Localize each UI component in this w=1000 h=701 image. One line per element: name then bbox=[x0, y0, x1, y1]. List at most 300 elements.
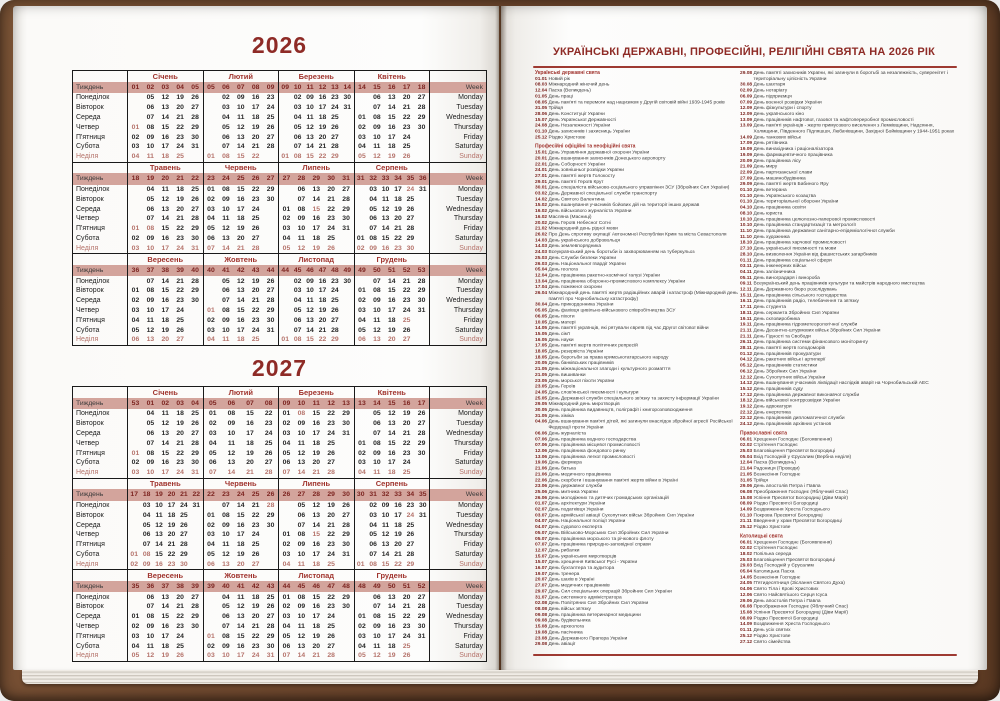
week-number: 50 bbox=[373, 266, 381, 274]
holiday-text: День сержанта Збройних Сил України bbox=[753, 309, 840, 316]
month-group bbox=[278, 602, 354, 612]
calendar-cell: 20 bbox=[167, 531, 176, 539]
calendar-cell: 11 bbox=[227, 439, 236, 447]
holiday-date: 14.12 bbox=[740, 380, 753, 386]
month-group bbox=[127, 540, 203, 550]
holiday-date: 15.02 bbox=[535, 202, 548, 208]
holiday-section-header: Професійні офіційні та неофіційні свята bbox=[535, 143, 636, 150]
calendar-cell: 08 bbox=[369, 234, 377, 242]
holiday-date: 19.06 bbox=[535, 459, 548, 466]
page-right bbox=[501, 6, 987, 670]
calendar-cell: 09 bbox=[297, 420, 306, 428]
day-row bbox=[73, 510, 486, 520]
week-number: 40 bbox=[222, 582, 230, 590]
holiday-date: 14.05 bbox=[740, 574, 753, 580]
holiday-date: 06.05 bbox=[535, 313, 548, 319]
holiday-text: Міжнародний день пам'яті жертв радіаційних аварій і катастроф (Міжнародний день пам'яті про Чорнобильську катастрофу) bbox=[548, 290, 738, 302]
calendar-cell: 02 bbox=[282, 603, 291, 611]
calendar-cell: 17 bbox=[251, 104, 260, 112]
holiday-date: 01.10 bbox=[535, 128, 548, 135]
month-group bbox=[127, 479, 203, 490]
calendar-cell: 06 bbox=[373, 94, 381, 102]
calendar-cell: 16 bbox=[312, 215, 321, 223]
calendar-cell: 26 bbox=[417, 410, 426, 418]
holiday-date: 16.05 bbox=[535, 336, 548, 343]
month-group bbox=[203, 530, 279, 540]
week-number: 05 bbox=[207, 83, 215, 91]
calendar-cell: 07 bbox=[222, 622, 230, 630]
holiday-date: 16.07 bbox=[535, 565, 548, 571]
day-row bbox=[73, 214, 486, 224]
day-row bbox=[73, 335, 486, 345]
calendar-cell: 14 bbox=[161, 215, 170, 223]
calendar-cell: 21 bbox=[327, 521, 335, 529]
holiday-text: День винахідника і раціоналізатора bbox=[753, 146, 834, 152]
page-left bbox=[13, 6, 499, 670]
calendar-cell: 31 bbox=[192, 501, 201, 509]
calendar-cell: 14 bbox=[236, 622, 245, 630]
holiday-date: 17.11 bbox=[740, 304, 752, 310]
holiday-text: Свято Найсвятішого Серця Ісуса bbox=[753, 591, 828, 598]
calendar-cell: 10 bbox=[373, 632, 381, 640]
month-group bbox=[278, 194, 354, 204]
week-number: 09 bbox=[266, 83, 275, 91]
calendar-cell: 30 bbox=[417, 123, 426, 131]
calendar-cell: 18 bbox=[161, 316, 170, 324]
calendar-cell: 03 bbox=[358, 459, 366, 467]
calendar-cell: 13 bbox=[161, 593, 170, 601]
calendar-cell: 11 bbox=[237, 593, 245, 601]
calendar-cell: 06 bbox=[297, 185, 306, 193]
calendar-cell: 22 bbox=[327, 531, 335, 539]
week-label-en: Week bbox=[429, 82, 486, 94]
day-label-en: Tuesday bbox=[429, 103, 486, 113]
week-number: 26 bbox=[266, 491, 275, 499]
month-group bbox=[127, 132, 203, 142]
calendar-cell: 07 bbox=[146, 215, 155, 223]
holiday-date: 04.06 bbox=[740, 586, 753, 592]
week-number: 04 bbox=[191, 399, 199, 407]
calendar-cell: 07 bbox=[146, 277, 155, 285]
calendar-cell: 28 bbox=[264, 469, 273, 477]
holiday-date: 22.12 bbox=[740, 409, 753, 415]
calendar-cell: 19 bbox=[176, 195, 184, 203]
calendar-cell: 04 bbox=[207, 541, 215, 549]
calendar-cell: 19 bbox=[312, 632, 321, 640]
calendar-cell: 16 bbox=[236, 316, 245, 324]
day-label-en: Wednesday bbox=[429, 612, 486, 622]
week-number: 41 bbox=[236, 582, 245, 590]
month-group bbox=[127, 276, 203, 286]
calendar-cell: 04 bbox=[293, 113, 302, 121]
calendar-cell: 29 bbox=[406, 234, 415, 242]
day-label-uk: Понеділок bbox=[76, 501, 110, 509]
holiday-text: День пам'яті жертв голодоморів bbox=[753, 345, 826, 351]
calendar-cell: 31 bbox=[342, 429, 350, 437]
calendar-cell: 29 bbox=[406, 560, 415, 568]
calendar-cell: 08 bbox=[293, 153, 302, 161]
day-label-uk: Четвер bbox=[76, 123, 99, 131]
day-label-en: Saturday bbox=[429, 458, 486, 468]
holiday-date: 06.06 bbox=[535, 430, 548, 436]
calendar-cell: 09 bbox=[222, 521, 230, 529]
day-label-en: Saturday bbox=[429, 142, 486, 152]
holiday-text: День машинобудівника bbox=[753, 175, 806, 181]
day-label-en: Saturday bbox=[429, 550, 486, 560]
holiday-text: День фахівця цивільно-військового співробітництва ЗСУ bbox=[548, 307, 676, 314]
calendar-cell: 17 bbox=[161, 469, 170, 477]
calendar-cell: 16 bbox=[236, 642, 245, 650]
calendar-cell: 25 bbox=[251, 336, 260, 344]
calendar-cell: 02 bbox=[356, 244, 365, 252]
calendar-cell: 02 bbox=[358, 449, 366, 457]
holiday-date: 23.05 bbox=[535, 377, 548, 384]
calendar-cell: 03 bbox=[131, 306, 140, 314]
calendar-cell: 24 bbox=[406, 185, 415, 193]
day-label-uk: Середа bbox=[76, 205, 101, 213]
calendar-cell: 19 bbox=[394, 205, 402, 213]
holiday-date: 21.04 bbox=[740, 465, 753, 472]
month-group bbox=[127, 520, 203, 530]
calendar-cell: 12 bbox=[312, 501, 321, 509]
calendar-cell: 22 bbox=[251, 185, 260, 193]
month-group bbox=[203, 651, 279, 661]
calendar-cell: 29 bbox=[191, 123, 199, 131]
calendar-cell: 10 bbox=[146, 306, 155, 314]
calendar-cell: 05 bbox=[358, 652, 366, 660]
holiday-text: Свято сімейства bbox=[753, 638, 791, 645]
calendar-cell: 08 bbox=[222, 306, 230, 314]
holiday-text: День скловиробника bbox=[753, 315, 800, 322]
calendar-cell: 27 bbox=[191, 205, 199, 213]
day-label-uk: Вівторок bbox=[76, 420, 104, 428]
calendar-cell: 20 bbox=[251, 287, 260, 295]
week-number: 50 bbox=[387, 582, 396, 590]
calendar-cell: 15 bbox=[246, 410, 254, 418]
calendar-cell: 03 bbox=[131, 469, 140, 477]
calendar-cell: 24 bbox=[251, 205, 260, 213]
calendar-cell: 20 bbox=[318, 133, 327, 141]
month-group bbox=[354, 286, 430, 296]
calendar-cell: 26 bbox=[402, 652, 411, 660]
holiday-text: Стрітення Господнє bbox=[753, 545, 798, 551]
calendar-cell: 20 bbox=[251, 133, 260, 141]
holiday-text: День працівника оборонно-промислового комплексу України bbox=[548, 278, 686, 284]
month-group bbox=[203, 550, 279, 560]
day-label-en: Wednesday bbox=[429, 520, 486, 530]
day-label-uk: Четвер bbox=[76, 215, 99, 223]
month-group bbox=[127, 458, 203, 468]
month-name: Листопад bbox=[298, 570, 335, 580]
calendar-cell: 14 bbox=[297, 469, 306, 477]
week-number: 39 bbox=[191, 582, 199, 590]
calendar-cell: 12 bbox=[381, 531, 390, 539]
calendar-cell: 05 bbox=[297, 501, 306, 509]
calendar-cell: 24 bbox=[176, 632, 184, 640]
holiday-date: 26.11 bbox=[740, 339, 752, 345]
calendar-cell: 12 bbox=[161, 94, 170, 102]
calendar-cell: 17 bbox=[246, 429, 254, 437]
calendar-cell: 12 bbox=[146, 652, 155, 660]
week-number: 42 bbox=[251, 582, 260, 590]
holiday-date: 27.12 bbox=[740, 638, 753, 645]
month-group bbox=[127, 152, 203, 162]
holiday-text: День апостолів Петра і Павла bbox=[753, 597, 821, 604]
calendar-cell: 01 bbox=[281, 336, 289, 344]
holiday-text: День батька bbox=[548, 465, 576, 472]
calendar-cell: 12 bbox=[306, 306, 314, 314]
calendar-cell: 17 bbox=[312, 225, 321, 233]
month-group bbox=[354, 142, 430, 152]
month-group bbox=[278, 306, 354, 316]
day-label-uk: Четвер bbox=[76, 439, 99, 447]
month-group bbox=[127, 243, 203, 253]
calendar-cell: 05 bbox=[131, 652, 140, 660]
day-row bbox=[73, 540, 486, 550]
calendar-cell: 26 bbox=[266, 277, 275, 285]
calendar-cell: 01 bbox=[356, 560, 365, 568]
calendar-cell: 30 bbox=[191, 234, 199, 242]
calendar-cell: 09 bbox=[297, 541, 306, 549]
calendar-cell: 04 bbox=[293, 297, 302, 305]
calendar-cell: 28 bbox=[342, 521, 350, 529]
month-group bbox=[354, 71, 430, 82]
holiday-date: 05.04 bbox=[740, 453, 753, 460]
holiday-text: День пам'яті українців, які рятували євреїв під час Другої світової війни bbox=[548, 325, 709, 331]
holiday-date: 08.09 bbox=[740, 615, 753, 621]
calendar-cell: 01 bbox=[358, 113, 366, 121]
calendar-cell: 08 bbox=[373, 287, 381, 295]
month-group bbox=[278, 163, 354, 174]
holiday-text: День будівельника bbox=[548, 617, 591, 624]
calendar-cell: 07 bbox=[146, 439, 155, 447]
week-number-row bbox=[73, 265, 486, 277]
calendar-cell: 19 bbox=[318, 123, 327, 131]
holiday-date: 22.12 bbox=[740, 415, 753, 421]
calendar-cell: 20 bbox=[387, 336, 396, 344]
calendar-cell: 16 bbox=[161, 459, 170, 467]
calendar-cell: 25 bbox=[327, 560, 335, 568]
holiday-text: День боротьби за права кримськотатарського народу bbox=[548, 354, 669, 360]
holiday-date: 08.05 bbox=[535, 99, 548, 105]
holiday-date: 19.12 bbox=[740, 403, 753, 410]
month-group bbox=[203, 286, 279, 296]
holiday-text: День хрещення Київської Русі - України bbox=[548, 559, 638, 565]
week-number: 03 bbox=[161, 83, 170, 91]
calendar-cell: 13 bbox=[373, 336, 381, 344]
month-group bbox=[278, 234, 354, 244]
calendar-cell: 25 bbox=[331, 297, 339, 305]
calendar-cell: 28 bbox=[266, 622, 275, 630]
holiday-section-header: Православні свята bbox=[740, 430, 787, 436]
calendar-cell: 23 bbox=[251, 195, 260, 203]
holiday-entry bbox=[740, 524, 957, 530]
calendar-cell: 26 bbox=[327, 244, 335, 252]
calendar-cell: 20 bbox=[176, 429, 184, 437]
month-group bbox=[354, 612, 430, 622]
calendar-cell: 25 bbox=[176, 642, 184, 650]
calendar-cell: 27 bbox=[331, 133, 339, 141]
month-group bbox=[203, 458, 279, 468]
month-group bbox=[127, 622, 203, 632]
calendar-cell: 07 bbox=[373, 104, 381, 112]
calendar-cell: 24 bbox=[180, 501, 188, 509]
holiday-date: 14.09 bbox=[740, 134, 753, 140]
month-group bbox=[278, 612, 354, 622]
week-label-en: Week bbox=[429, 581, 486, 593]
calendar-cell: 27 bbox=[191, 593, 199, 601]
calendar-cell: 03 bbox=[293, 104, 302, 112]
holiday-date: 04.11 bbox=[740, 268, 752, 275]
month-group bbox=[203, 489, 279, 501]
holiday-date: 14.09 bbox=[740, 506, 753, 513]
calendar-cell: 23 bbox=[402, 123, 411, 131]
holiday-text: Успіння Пресвятої Богородиці (Діви Марії) bbox=[753, 494, 849, 501]
holiday-text: День військ зв'язку bbox=[548, 605, 591, 612]
month-group bbox=[354, 438, 430, 448]
calendar-cell: 08 bbox=[373, 613, 381, 621]
calendar-cell: 20 bbox=[327, 511, 335, 519]
holiday-date: 09.08 bbox=[535, 617, 548, 624]
week-number: 49 bbox=[358, 266, 366, 274]
calendar-cell: 20 bbox=[312, 642, 321, 650]
holiday-text: День працівників суду bbox=[753, 385, 803, 392]
holiday-date: 24.03 bbox=[535, 249, 548, 255]
calendar-cell: 16 bbox=[381, 244, 390, 252]
holiday-text: День фармацевтичного працівника bbox=[753, 151, 833, 158]
calendar-cell: 25 bbox=[327, 234, 335, 242]
calendar-cell: 22 bbox=[394, 234, 402, 242]
month-name: Жовтень bbox=[224, 254, 258, 264]
month-group bbox=[354, 254, 430, 265]
calendar-cell: 25 bbox=[327, 439, 335, 447]
week-number: 22 bbox=[191, 175, 199, 183]
holiday-text: День захисників і захисниць України bbox=[548, 128, 630, 135]
calendar-cell: 21 bbox=[246, 469, 254, 477]
month-name: Лютий bbox=[228, 71, 253, 81]
holiday-text: День системного адміністратора bbox=[548, 594, 622, 600]
month-group bbox=[354, 335, 430, 345]
holiday-text: Благовіщення Пресвятої Богородиці bbox=[753, 556, 835, 563]
day-row bbox=[73, 602, 486, 612]
week-number: 29 bbox=[327, 491, 335, 499]
holiday-text: День Десантно-штурмових військ Збройних Сил України bbox=[753, 327, 881, 333]
calendar-cell: 03 bbox=[282, 550, 291, 558]
calendar-cell: 07 bbox=[373, 603, 381, 611]
month-group bbox=[203, 398, 279, 410]
calendar-cell: 10 bbox=[373, 133, 381, 141]
holiday-text: День судового експерта bbox=[548, 524, 603, 530]
holiday-text: День інженерних військ bbox=[753, 263, 807, 269]
calendar-cell: 04 bbox=[369, 195, 377, 203]
calendar-cell: 07 bbox=[142, 541, 151, 549]
calendar-cell: 18 bbox=[387, 316, 396, 324]
month-group bbox=[127, 409, 203, 419]
month-group bbox=[203, 234, 279, 244]
holiday-text: Стрітення Господнє bbox=[753, 442, 798, 448]
calendar-cell: 13 bbox=[146, 336, 155, 344]
calendar-cell: 23 bbox=[327, 541, 335, 549]
calendar-cell: 10 bbox=[222, 205, 230, 213]
week-number: 49 bbox=[343, 266, 352, 274]
calendar-cell: 04 bbox=[282, 439, 291, 447]
calendar-cell: 17 bbox=[236, 326, 245, 334]
calendar-cell: 19 bbox=[387, 652, 396, 660]
calendar-cell: 23 bbox=[266, 94, 275, 102]
calendar-cell: 01 bbox=[131, 449, 140, 457]
calendar-cell: 18 bbox=[312, 560, 321, 568]
month-group bbox=[354, 163, 430, 174]
calendar-cell: 20 bbox=[236, 234, 245, 242]
calendar-cell: 17 bbox=[167, 501, 176, 509]
day-row bbox=[73, 622, 486, 632]
holiday-text: Радониця (Проводи) bbox=[753, 465, 800, 472]
calendar-cell: 02 bbox=[369, 501, 377, 509]
week-number: 13 bbox=[358, 399, 366, 407]
calendar-cell: 22 bbox=[327, 410, 335, 418]
month-group bbox=[278, 224, 354, 234]
month-group bbox=[127, 142, 203, 152]
calendar-cell: 01 bbox=[282, 410, 291, 418]
calendar-cell: 22 bbox=[251, 632, 260, 640]
holiday-entry bbox=[535, 290, 752, 302]
calendar-cell: 14 bbox=[387, 277, 396, 285]
calendar-cell: 11 bbox=[373, 316, 381, 324]
week-label-uk: Тиждень bbox=[76, 266, 104, 274]
calendar-cell: 07 bbox=[146, 113, 155, 121]
month-group bbox=[354, 204, 430, 214]
week-number: 07 bbox=[236, 83, 245, 91]
calendar-cell: 05 bbox=[222, 123, 230, 131]
week-number: 25 bbox=[236, 175, 245, 183]
calendar-cell: 04 bbox=[358, 469, 366, 477]
calendar-cell: 16 bbox=[312, 420, 321, 428]
calendar-cell: 13 bbox=[161, 104, 170, 112]
calendar-cell: 24 bbox=[327, 429, 335, 437]
month-group bbox=[354, 559, 430, 569]
calendar-cell: 03 bbox=[142, 501, 151, 509]
day-row bbox=[73, 204, 486, 214]
month-group bbox=[127, 315, 203, 325]
holiday-date: 04.10 bbox=[740, 204, 753, 211]
holiday-date: 01.11 bbox=[740, 257, 752, 263]
holiday-date: 03.11 bbox=[740, 263, 752, 269]
holiday-date: 03.02 bbox=[535, 190, 548, 197]
calendar-cell: 08 bbox=[227, 410, 236, 418]
holiday-date: 27.01 bbox=[535, 172, 548, 179]
week-number: 19 bbox=[146, 175, 155, 183]
week-number: 06 bbox=[227, 399, 236, 407]
calendar-cell: 20 bbox=[236, 560, 245, 568]
calendar-cell: 10 bbox=[146, 632, 155, 640]
calendar-cell: 05 bbox=[146, 195, 155, 203]
month-group bbox=[127, 204, 203, 214]
calendar-cell: 14 bbox=[306, 143, 314, 151]
holiday-date: 25.05 bbox=[535, 395, 548, 401]
calendar-cell: 05 bbox=[222, 277, 230, 285]
day-label-uk: Середа bbox=[76, 429, 101, 437]
calendar-cell: 24 bbox=[176, 244, 184, 252]
calendar-cell: 30 bbox=[191, 297, 199, 305]
holiday-date: 30.01 bbox=[535, 184, 548, 191]
calendar-cell: 10 bbox=[146, 244, 155, 252]
week-number: 32 bbox=[369, 175, 377, 183]
calendar-cell: 23 bbox=[402, 622, 411, 630]
month-group bbox=[278, 429, 354, 439]
holiday-text: День Національної поліції України bbox=[548, 518, 626, 524]
month-group bbox=[354, 185, 430, 195]
month-group bbox=[127, 82, 203, 94]
